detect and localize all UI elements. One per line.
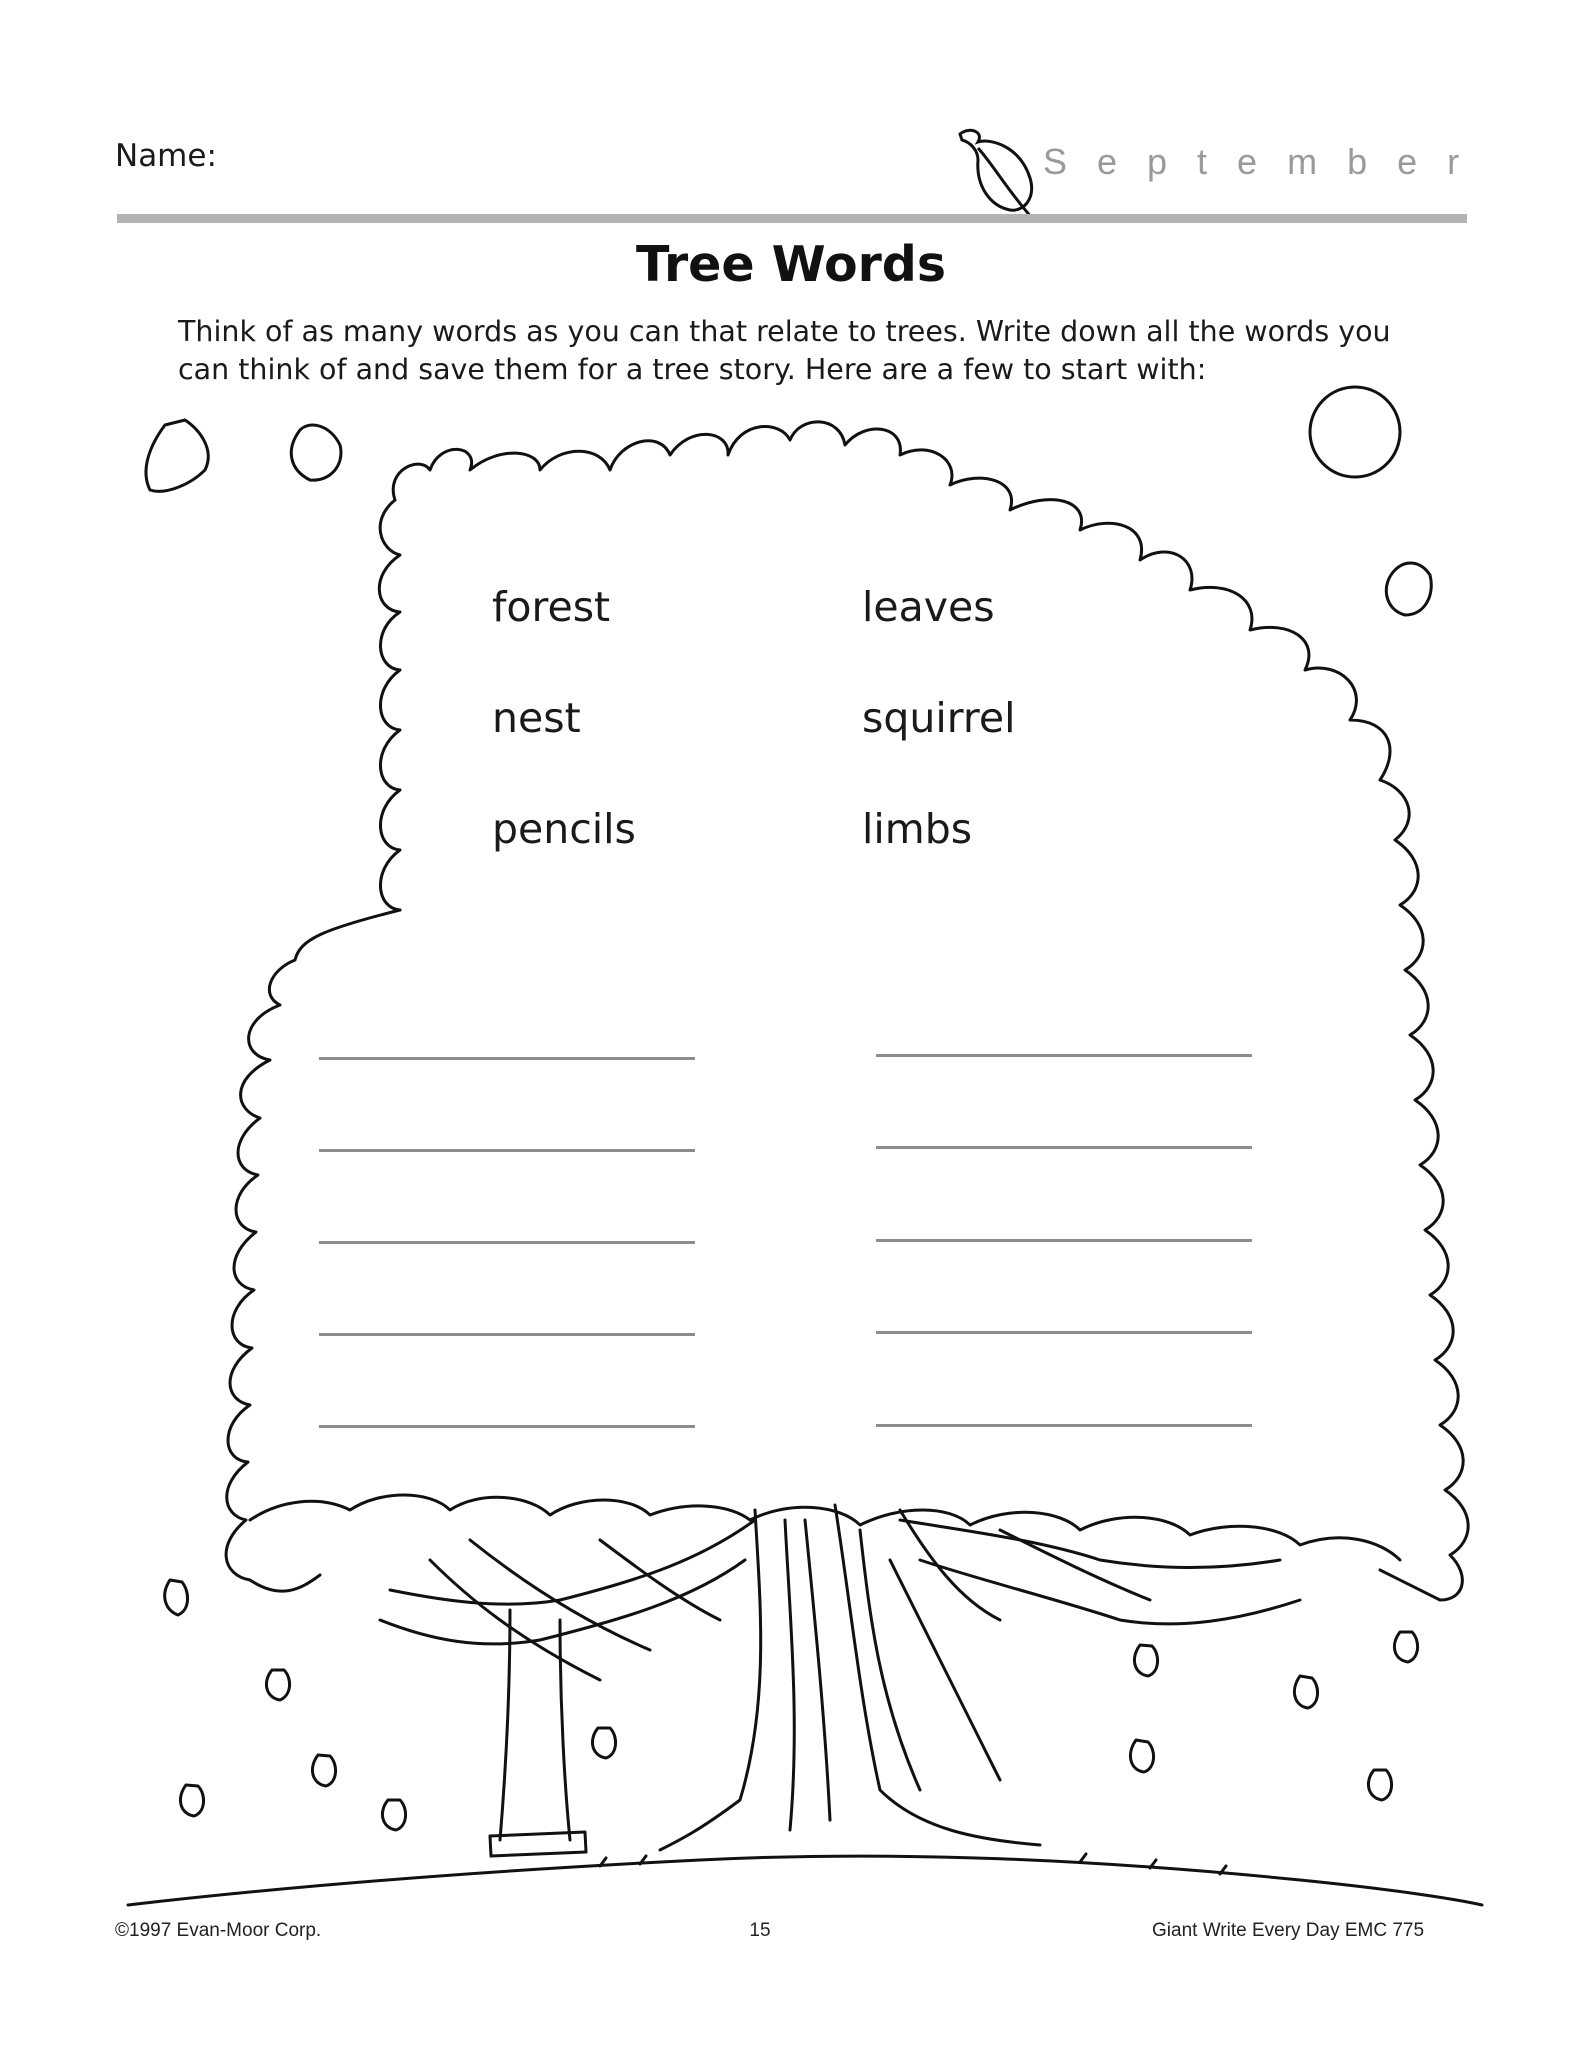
falling-leaf: [291, 425, 341, 480]
footer-copyright: ©1997 Evan-Moor Corp.: [115, 1920, 322, 1941]
instructions-text: Think of as many words as you can that relate to trees. Write down all the words you can think of and save them for a tree story. Here are a few to start with:: [178, 315, 1391, 386]
falling-leaf: [266, 1670, 289, 1700]
starter-word: forest: [492, 583, 611, 631]
starter-word: pencils: [492, 805, 636, 853]
falling-leaf: [1130, 1740, 1153, 1772]
falling-leaf: [165, 1580, 188, 1615]
swing-rope-right: [560, 1620, 570, 1840]
answer-line[interactable]: [319, 1057, 695, 1060]
sun: [1310, 387, 1400, 477]
starter-word: nest: [492, 694, 581, 742]
starter-word: leaves: [862, 583, 995, 631]
answer-line[interactable]: [319, 1149, 695, 1152]
answer-line[interactable]: [876, 1331, 1252, 1334]
falling-leaf: [180, 1785, 203, 1816]
falling-leaf: [592, 1728, 615, 1758]
answer-line[interactable]: [319, 1241, 695, 1244]
answer-line[interactable]: [876, 1146, 1252, 1149]
page-title: Tree Words: [635, 236, 947, 293]
month-label: September: [1043, 141, 1490, 182]
falling-leaf: [312, 1755, 335, 1786]
footer-page-number: 15: [749, 1920, 771, 1941]
answer-line[interactable]: [876, 1424, 1252, 1427]
answer-line[interactable]: [876, 1054, 1252, 1057]
falling-leaf: [146, 420, 208, 491]
falling-leaf: [1386, 563, 1431, 615]
answer-line[interactable]: [876, 1239, 1252, 1242]
falling-leaf: [1394, 1632, 1417, 1662]
answer-line[interactable]: [319, 1333, 695, 1336]
falling-leaf: [1368, 1770, 1391, 1800]
footer-book-title: Giant Write Every Day EMC 775: [1152, 1920, 1425, 1941]
falling-leaf: [1294, 1676, 1317, 1708]
ground-line: [128, 1856, 1482, 1905]
answer-line[interactable]: [319, 1425, 695, 1428]
swing-seat: [490, 1832, 586, 1856]
name-label: Name:: [115, 138, 217, 174]
starter-word: squirrel: [862, 694, 1016, 742]
falling-leaf: [382, 1800, 405, 1830]
starter-word: limbs: [862, 805, 973, 853]
falling-leaf: [1134, 1645, 1157, 1676]
